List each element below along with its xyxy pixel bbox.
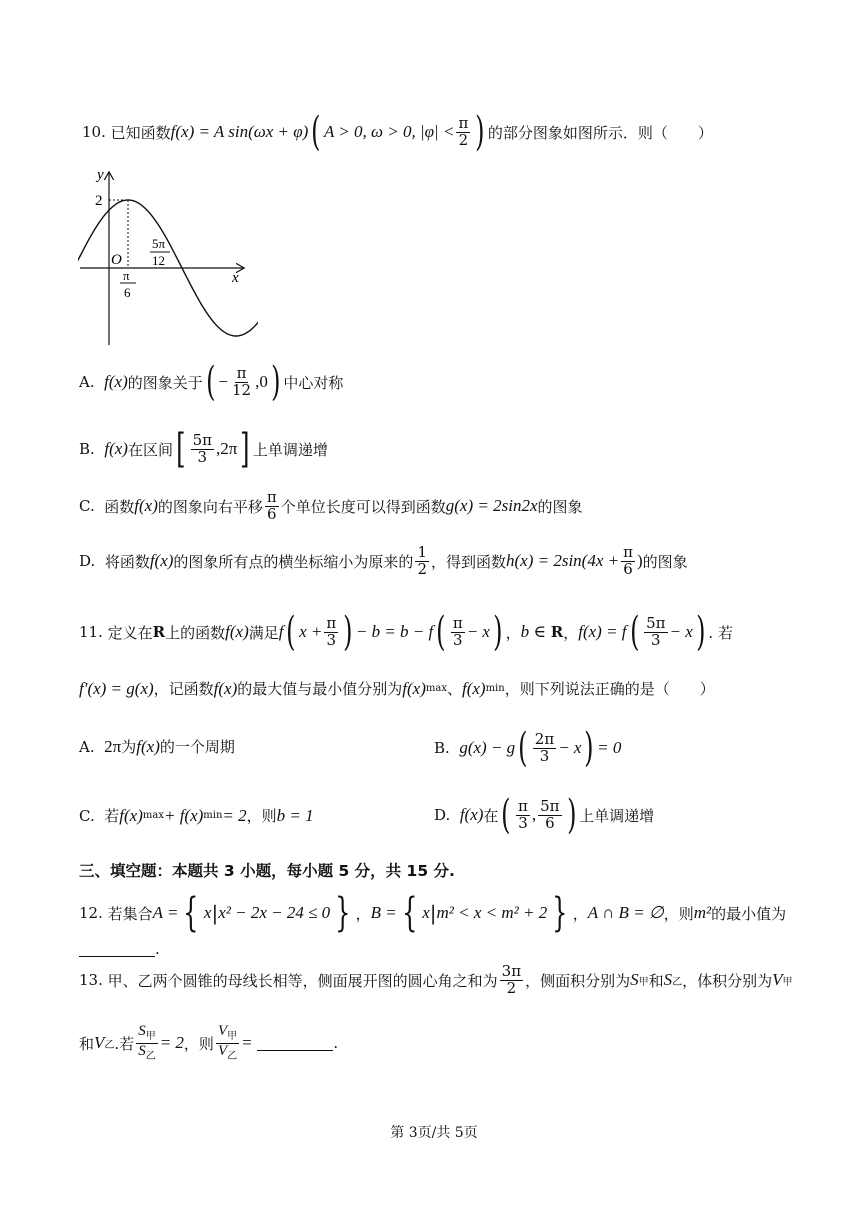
eq: = 2 [222,805,247,825]
q10-option-d [79,545,688,578]
frac-num: π [623,543,633,561]
frac-den: 3 [453,630,463,649]
fx: f(x) [134,496,158,516]
q10-condition: A > 0, ω > 0, |φ| < [323,122,455,141]
frac-den: 6 [267,504,277,523]
setB: B = [370,903,397,922]
text: ， [505,623,521,642]
option-letter: D. [434,806,451,824]
frac-num: 1 [417,543,427,561]
fmin: f(x) [461,678,486,698]
text: 和 [648,971,664,990]
var: x [203,903,212,922]
s: S [138,1023,146,1039]
inner: − x [466,622,490,641]
v: V [217,1042,228,1059]
text: ，则 [183,1034,214,1053]
frac [230,363,253,399]
paren-close: ) [584,725,594,771]
frac-num: 5π [192,430,212,449]
end: . [333,1034,339,1052]
text: ， [355,904,371,923]
frac-den: 3 [539,746,550,765]
q10-option-c [79,490,583,523]
brace-open: { [401,890,418,936]
frac [538,796,561,832]
frac-den: 12 [231,380,252,399]
text: ， [572,904,588,923]
option-letter: B. [79,440,95,458]
expr: f(x) [119,805,143,825]
answer-blank[interactable] [79,942,155,957]
frac-den: 6 [623,559,633,578]
frac-num [216,1024,239,1044]
frac [324,613,338,649]
frac-num: π [326,613,337,632]
frac-num: 3π [501,962,522,980]
expr: f(x) = f [578,622,627,641]
text: ，体积分别为 [682,971,773,990]
sub: 乙 [145,1050,156,1062]
frac-num: π [452,613,463,632]
frac-den [136,1044,158,1063]
tick1-den: 6 [124,285,131,300]
text: ，侧面积分别为 [525,971,631,990]
var: x [422,903,430,922]
paren-open: ( [286,609,296,655]
text: 若 [104,807,120,825]
frac [500,964,523,997]
expr: + f(x) [163,805,204,825]
text: 个单位长度可以得到函数 [280,497,446,516]
text: 将函数 [104,552,150,571]
text: 若集合 [107,904,153,923]
fx: f(x) [104,439,128,458]
bracket-open: [ [176,426,186,472]
q10-number: 10. [82,123,106,141]
tick2-den: 12 [152,253,165,268]
paren-open: ( [629,609,640,655]
text: 中心对称 [283,373,344,392]
cond: x² − 2x − 24 ≤ 0 [218,903,331,922]
paren-close: ) [566,792,577,838]
rest: = 0 [597,738,622,757]
frac [265,490,279,523]
frac [216,1024,239,1062]
sub: 甲 [782,976,793,988]
frac-den: 3 [326,630,337,649]
q10-option-a [79,359,344,405]
frac [451,613,465,649]
expr: 2π [104,736,122,756]
hx: h(x) = 2sin(4x + [506,551,620,571]
y-label: y [97,167,104,183]
q12-number: 12. [79,904,103,922]
frac-den: 3 [197,447,208,466]
option-letter: A. [79,373,95,391]
setA: A = [152,903,179,922]
frac-num: 5π [540,796,560,815]
fmax: f(x) [402,678,426,698]
sep: 、 [446,680,462,698]
q11-option-d [434,792,655,838]
sub: 乙 [227,1050,238,1062]
inner: x + [299,622,323,641]
frac-num: 2π [534,729,555,748]
sub: min [485,683,505,694]
fx: f(x) [149,551,174,571]
option-letter: D. [79,552,96,571]
frac-num: π [518,796,528,815]
q11-stem-line1 [79,609,733,655]
end: . [155,940,160,958]
res: b = 1 [276,805,314,825]
sub: min [203,810,223,821]
frac [516,796,530,832]
set-r: R [152,623,166,641]
q13-number: 13. [79,971,103,990]
q10-formula: f(x) = A sin(ωx + φ) [170,122,309,141]
frac-num: π [266,488,277,506]
frac-den: 3 [651,630,661,649]
s2: S [663,970,673,990]
tick1-num: π [123,268,130,283]
text: 的图象 [537,497,583,516]
q11-option-a [79,736,235,757]
q11-number: 11. [79,623,103,641]
frac-den: 3 [518,813,528,832]
q10-suffix: 的部分图象如图所示．则（ ） [487,123,713,142]
inner: − x [558,738,582,757]
comma: , [531,805,537,824]
text: 的图象关于 [127,373,203,392]
text: . 若 [708,623,733,642]
text: ，则下列说法正确的是（ ） [504,680,715,698]
x-label: x [232,270,239,286]
text: 的图象向右平移 [157,497,263,516]
section-heading: 三、填空题：本题共 3 小题，每小题 5 分，共 15 分. [79,862,455,880]
brace-close: } [335,890,351,936]
text: ， [563,623,579,642]
set-r: R [550,623,564,641]
bracket-close: ] [240,426,250,472]
cond: m² < x < m² + 2 [436,903,548,922]
text: ，则 [663,904,694,923]
text: 满足 [248,623,279,642]
q10-stem [82,109,713,155]
int-rest: ,2π [215,439,238,458]
s1: S [630,970,639,990]
option-letter: B. [434,739,450,757]
expr: − b = b − f [355,622,434,641]
inter: A ∩ B = ∅ [587,903,664,922]
paren-open: ( [205,359,216,405]
q10-prefix: 已知函数 [110,123,171,142]
frac [136,1024,158,1062]
text: 上的函数 [165,623,226,642]
paren-close: ) [475,109,485,155]
frac [191,430,214,466]
q12-stem [79,890,787,936]
text: 的最大值与最小值分别为 [237,680,403,698]
b-in: b ∈ [520,622,546,641]
frac-num: π [458,113,469,132]
brace-open: { [183,890,199,936]
option-letter: C. [79,806,95,825]
text: 甲、乙两个圆锥的母线长相等，侧面展开图的圆心角之和为 [107,971,498,990]
q13-stem-line2 [79,1024,338,1062]
expr: g(x) − g [459,738,516,757]
paren-open: ( [518,725,528,771]
v1: V [772,970,783,990]
text: 的一个周期 [159,738,235,756]
paren-close: ) [493,609,503,655]
text: 在 [483,806,499,825]
origin-label: O [111,252,122,268]
f: f [278,622,284,641]
gx: g(x) = 2sin2x [445,496,538,516]
frac-num: π [236,363,247,382]
option-letter: A. [79,737,95,756]
close: ) [636,551,643,571]
frac-den: 2 [506,978,517,997]
eq: = 2 [159,1033,184,1052]
paren-open: ( [311,109,321,155]
text: 为 [121,738,137,756]
sign: − [218,372,228,391]
q11-option-c [79,805,314,826]
v2: V [94,1033,105,1052]
text: ，得到函数 [430,552,506,571]
text: 的最小值为 [711,904,787,923]
eq: = [241,1033,253,1052]
frac-num [136,1024,158,1044]
frac-den: 2 [417,559,427,578]
fx: f(x) [225,622,249,641]
text: 定义在 [107,623,153,642]
page-footer: 第 3页/共 5页 [390,1125,478,1141]
text: 函数 [104,497,135,516]
paren-open: ( [501,792,511,838]
fx: f(x) [104,372,128,391]
fx: f(x) [459,805,484,824]
fx: f(x) [136,736,160,756]
bar: | [211,901,219,925]
q12-answer-line [79,940,160,958]
frac [644,613,667,649]
pt-rest: ,0 [255,372,268,391]
expr: f′(x) = g(x) [79,678,154,698]
bar: | [429,901,437,925]
text: 在区间 [127,440,173,459]
frac [415,545,429,578]
s: S [138,1042,146,1059]
inner: − x [669,622,693,641]
text: .若 [114,1034,135,1053]
frac-den [216,1044,239,1063]
text: 上单调递增 [579,806,655,825]
frac-den: 2 [458,130,469,149]
sub: max [425,683,447,694]
option-letter: C. [79,497,95,516]
sub: 乙 [104,1039,115,1051]
frac-num: 5π [646,613,666,632]
q10-graph [78,165,258,350]
max-label: 2 [95,193,103,209]
frac [533,729,556,765]
q11-stem-line2 [79,678,715,699]
text: 的图象 [642,552,688,571]
paren-close: ) [343,609,353,655]
text: ，记函数 [153,680,214,698]
sub: 甲 [145,1031,156,1042]
paren-close: ) [695,609,706,655]
text: 上单调递增 [252,440,328,459]
q10-cond-frac [456,113,470,149]
sub: max [142,810,164,821]
sub: 甲 [638,976,649,988]
brace-close: } [552,890,568,936]
text: 和 [79,1034,95,1053]
sub: 甲 [227,1031,238,1042]
q11-option-b [434,725,622,771]
fx: f(x) [213,678,238,698]
text: ，则 [246,807,277,825]
answer-blank[interactable] [257,1036,333,1051]
q10-option-b [79,426,328,472]
sub: 乙 [672,976,683,988]
paren-open: ( [436,609,446,655]
tick2-num: 5π [152,236,166,251]
frac-den: 6 [545,813,555,832]
text: 的图象所有点的横坐标缩小为原来的 [173,552,414,571]
paren-close: ) [270,359,281,405]
m2: m² [693,903,712,922]
q13-stem-line1 [79,964,793,997]
frac [621,545,635,578]
v: V [217,1023,228,1039]
